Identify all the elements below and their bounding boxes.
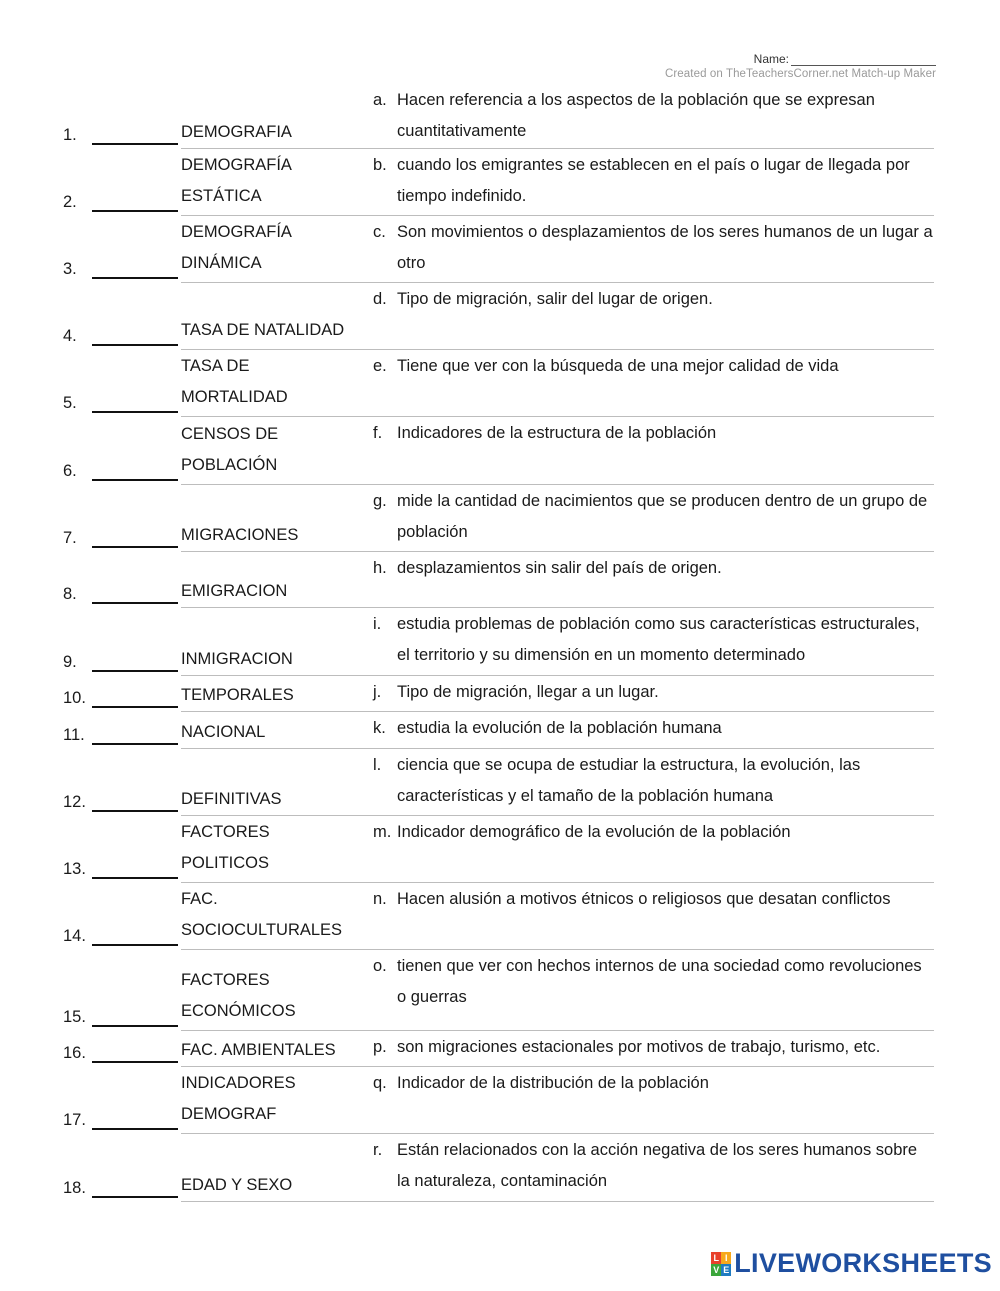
- match-row: [0, 1134, 1000, 1202]
- answer-blank[interactable]: [92, 1025, 178, 1027]
- definition-text: Indicadores de la estructura de la población: [397, 424, 717, 442]
- matching-list: [0, 84, 1000, 1202]
- term-text: INDICADORES DEMOGRAF: [181, 1068, 353, 1134]
- definition-text: estudia problemas de población como sus características estructurales, el territorio y su dimensión en un momento determinado: [397, 615, 920, 664]
- term-text: CENSOS DE POBLACIÓN: [181, 419, 353, 485]
- logo-badge-letter: I: [721, 1252, 731, 1264]
- definition-text: Tiene que ver con la búsqueda de una mejor calidad de vida: [397, 357, 839, 375]
- match-row: [0, 350, 1000, 417]
- match-row: [0, 485, 1000, 552]
- answer-blank[interactable]: [92, 411, 178, 413]
- definition-letter: j.: [373, 683, 382, 701]
- item-number: 12.: [63, 793, 86, 811]
- match-row: [0, 1031, 1000, 1067]
- definition-letter: n.: [373, 890, 387, 908]
- definition-text: Indicador demográfico de la evolución de la población: [397, 823, 791, 841]
- answer-blank[interactable]: [92, 944, 178, 946]
- definition-text: Están relacionados con la acción negativa de los seres humanos sobre la naturaleza, contaminación: [397, 1141, 918, 1190]
- answer-blank[interactable]: [92, 602, 178, 604]
- item-number: 18.: [63, 1179, 86, 1197]
- item-number: 10.: [63, 689, 86, 707]
- definition-letter: l.: [373, 756, 382, 774]
- definition-text: Son movimientos o desplazamientos de los seres humanos de un lugar a otro: [397, 223, 933, 272]
- item-number: 4.: [63, 327, 77, 345]
- answer-blank[interactable]: [92, 546, 178, 548]
- definition-text: desplazamientos sin salir del país de origen.: [397, 559, 722, 577]
- definition-text: tienen que ver con hechos internos de una sociedad como revoluciones o guerras: [397, 957, 922, 1006]
- answer-blank[interactable]: [92, 344, 178, 346]
- definition-text: mide la cantidad de nacimientos que se producen dentro de un grupo de población: [397, 492, 928, 541]
- logo-badge-letter: L: [711, 1252, 721, 1264]
- definition-text: Hacen alusión a motivos étnicos o religiosos que desatan conflictos: [397, 890, 891, 908]
- answer-blank[interactable]: [92, 1128, 178, 1130]
- definition-letter: b.: [373, 156, 387, 174]
- term-text: EDAD Y SEXO: [181, 1174, 353, 1202]
- definition-letter: i.: [373, 615, 382, 633]
- answer-blank[interactable]: [92, 479, 178, 481]
- definition-letter: k.: [373, 719, 386, 737]
- item-number: 5.: [63, 394, 77, 412]
- term-text: TEMPORALES: [181, 684, 353, 712]
- definition-letter: e.: [373, 357, 387, 375]
- match-row: [0, 749, 1000, 816]
- logo-badge-letter: E: [723, 1264, 730, 1275]
- name-label: Name:: [753, 52, 789, 66]
- item-number: 2.: [63, 193, 77, 211]
- item-number: 1.: [63, 126, 77, 144]
- answer-blank[interactable]: [92, 277, 178, 279]
- item-number: 17.: [63, 1111, 86, 1129]
- definition-text: Indicador de la distribución de la población: [397, 1074, 709, 1092]
- item-number: 7.: [63, 529, 77, 547]
- credit-text: Created on TheTeachersCorner.net Match-up Maker: [664, 68, 936, 80]
- term-text: FAC. SOCIOCULTURALES: [181, 884, 353, 950]
- definition-letter: f.: [373, 424, 383, 442]
- match-row: [0, 84, 1000, 149]
- term-text: NACIONAL: [181, 721, 353, 749]
- name-blank-line[interactable]: [791, 53, 936, 66]
- definition-text: Tipo de migración, salir del lugar de origen.: [397, 290, 713, 308]
- match-row: [0, 883, 1000, 950]
- definition-letter: h.: [373, 559, 387, 577]
- term-text: TASA DE MORTALIDAD: [181, 351, 353, 417]
- answer-blank[interactable]: [92, 1061, 178, 1063]
- answer-blank[interactable]: [92, 743, 178, 745]
- item-number: 15.: [63, 1008, 86, 1026]
- definition-text: cuando los emigrantes se establecen en el país o lugar de llegada por tiempo indefinido.: [397, 156, 910, 205]
- match-row: [0, 283, 1000, 350]
- name-field: [754, 52, 936, 66]
- match-row: [0, 149, 1000, 216]
- item-number: 13.: [63, 860, 86, 878]
- term-text: EMIGRACION: [181, 580, 353, 608]
- match-row: [0, 552, 1000, 608]
- definition-letter: r.: [373, 1141, 383, 1159]
- match-row: [0, 417, 1000, 485]
- definition-letter: q.: [373, 1074, 387, 1092]
- definition-text: son migraciones estacionales por motivos de trabajo, turismo, etc.: [397, 1038, 881, 1056]
- row-divider: [353, 1201, 934, 1202]
- definition-text: estudia la evolución de la población humana: [397, 719, 722, 737]
- definition-letter: p.: [373, 1038, 387, 1056]
- match-row: [0, 1067, 1000, 1134]
- definition-letter: m.: [373, 823, 392, 841]
- term-text: FACTORES ECONÓMICOS: [181, 965, 353, 1031]
- match-row: [0, 712, 1000, 749]
- answer-blank[interactable]: [92, 706, 178, 708]
- liveworksheets-logo: [711, 1248, 992, 1279]
- answer-blank[interactable]: [92, 210, 178, 212]
- match-row: [0, 950, 1000, 1031]
- term-text: TASA DE NATALIDAD: [181, 315, 353, 350]
- item-number: 3.: [63, 260, 77, 278]
- match-row: [0, 216, 1000, 283]
- definition-letter: d.: [373, 290, 387, 308]
- item-number: 6.: [63, 462, 77, 480]
- answer-blank[interactable]: [92, 143, 178, 145]
- term-text: FAC. AMBIENTALES: [181, 1039, 353, 1067]
- logo-badge-letter: V: [713, 1264, 720, 1275]
- term-text: DEFINITIVAS: [181, 788, 353, 816]
- logo-text: LIVEWORKSHEETS: [734, 1248, 992, 1278]
- item-number: 14.: [63, 927, 86, 945]
- definition-letter: a.: [373, 91, 387, 109]
- answer-blank[interactable]: [92, 877, 178, 879]
- match-row: [0, 608, 1000, 676]
- item-number: 8.: [63, 585, 77, 603]
- term-text: INMIGRACION: [181, 648, 353, 676]
- answer-blank[interactable]: [92, 1196, 178, 1198]
- definition-text: ciencia que se ocupa de estudiar la estructura, la evolución, las características y el tamaño de la población humana: [397, 756, 861, 805]
- definition-letter: o.: [373, 957, 387, 975]
- match-row: [0, 676, 1000, 712]
- term-text: MIGRACIONES: [181, 524, 353, 552]
- term-text: FACTORES POLITICOS: [181, 817, 353, 883]
- definition-text: Tipo de migración, llegar a un lugar.: [397, 683, 659, 701]
- term-text: DEMOGRAFÍA DINÁMICA: [181, 217, 353, 283]
- item-number: 9.: [63, 653, 77, 671]
- definition-letter: c.: [373, 223, 386, 241]
- item-number: 11.: [63, 726, 85, 744]
- term-text: DEMOGRAFIA: [181, 121, 353, 149]
- logo-badge-icon: [711, 1252, 731, 1276]
- item-number: 16.: [63, 1044, 86, 1062]
- match-row: [0, 816, 1000, 883]
- answer-blank[interactable]: [92, 810, 178, 812]
- definition-letter: g.: [373, 492, 387, 510]
- definition-text: Hacen referencia a los aspectos de la población que se expresan cuantitativamente: [397, 91, 875, 140]
- term-text: DEMOGRAFÍA ESTÁTICA: [181, 150, 353, 216]
- answer-blank[interactable]: [92, 670, 178, 672]
